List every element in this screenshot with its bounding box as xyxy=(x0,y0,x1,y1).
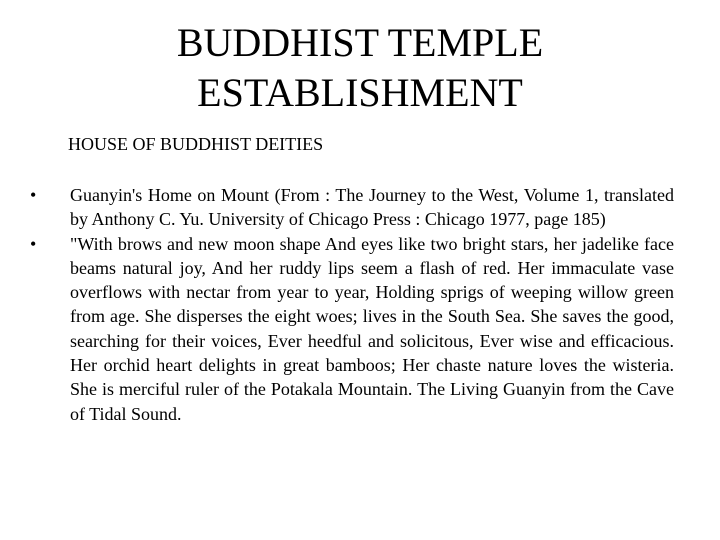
bullet-item-citation xyxy=(30,183,674,232)
bullet-text-quote: "With brows and new moon shape And eyes like two bright stars, her jadelike face beams natural joy, And her ruddy lips seem a flash of red. Her immaculate vase overflows with nectar from year to year, Holding sprigs of weeping willow green from age. She disperses the eight woes; lives in the South Sea. She saves the good, searching for their voices, Ever heedful and solicitous, Ever wise and efficacious. Her orchid heart delights in great bamboos; Her chaste nature loves the wisteria. She is merciful ruler of the Potakala Mountain. The Living Guanyin from the Cave of Tidal Sound. xyxy=(70,233,674,424)
bullet-icon: • xyxy=(30,233,37,254)
bullet-text-citation: Guanyin's Home on Mount (From : The Journey to the West, Volume 1, translated by Anthony C. Yu. University of Chicago Press : Chicago 1977, page 185) xyxy=(70,185,674,230)
slide-title-line-1: BUDDHIST TEMPLE xyxy=(176,20,544,65)
slide-title xyxy=(0,18,720,118)
bullet-list xyxy=(30,183,674,426)
slide-subtitle: HOUSE OF BUDDHIST DEITIES xyxy=(68,134,324,154)
slide-title-line-2: ESTABLISHMENT xyxy=(197,70,523,115)
bullet-icon: • xyxy=(30,185,37,205)
bullet-item-quote xyxy=(30,232,674,426)
